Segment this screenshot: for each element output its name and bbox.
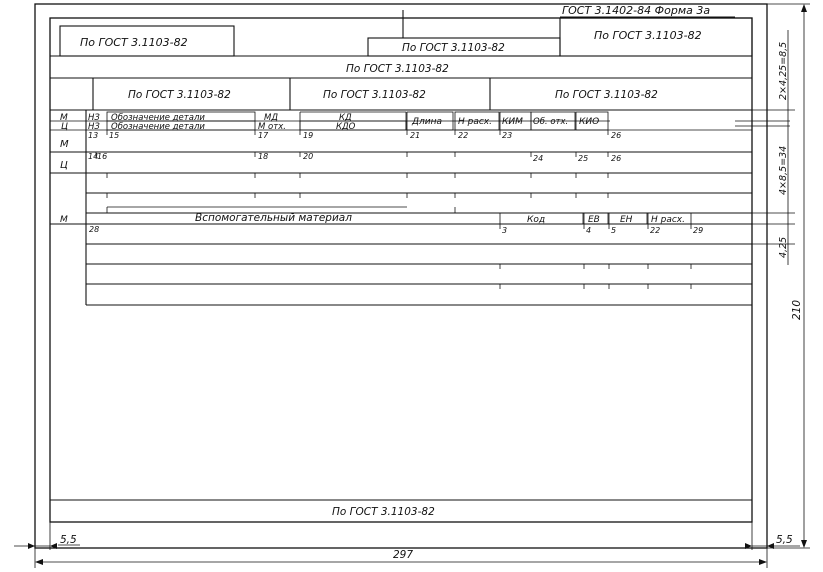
dim-rows-mid-label: 4×8,5=34 xyxy=(778,145,789,195)
aux-num-22: 22 xyxy=(650,226,661,235)
row-c-num-18: 18 xyxy=(258,152,269,161)
aux-title: Вспомогательный материал xyxy=(195,212,352,224)
dim-margin-right-label: 5,5 xyxy=(776,534,793,546)
header-m-obotx: Об. отх. xyxy=(533,117,569,127)
header-c-designation: Обозначение детали xyxy=(111,122,205,132)
header-m-kim: КИМ xyxy=(502,117,523,127)
aux-num-29: 29 xyxy=(693,226,704,235)
header-c-nz: НЗ xyxy=(88,122,100,132)
header-box-right-text: По ГОСТ 3.1103-82 xyxy=(594,29,702,42)
row-c-num-14: 14 xyxy=(88,152,99,161)
dim-rows-top-label: 2×4,25=8,5 xyxy=(778,41,789,100)
row-c-code: Ц xyxy=(60,160,68,171)
row-m-num-22: 22 xyxy=(458,131,469,140)
row-ticks xyxy=(96,130,608,198)
aux-kod: Код xyxy=(527,215,546,225)
aux-num-28: 28 xyxy=(89,225,100,234)
row-c-num-26: 26 xyxy=(611,154,622,163)
footer-text: По ГОСТ 3.1103-82 xyxy=(332,506,435,518)
dim-margin-left-label: 5,5 xyxy=(60,534,77,546)
aux-nrash: Н расх. xyxy=(651,215,685,225)
triple-box-2-text: По ГОСТ 3.1103-82 xyxy=(323,89,426,101)
dim-height-label: 210 xyxy=(791,299,803,320)
dim-width-label: 297 xyxy=(393,549,414,561)
aux-num-5: 5 xyxy=(611,226,617,235)
header-c-code: Ц xyxy=(61,122,68,132)
header-m-code: М xyxy=(60,113,68,123)
header-m-designation: Обозначение детали xyxy=(111,113,205,123)
arrow-right-icon xyxy=(759,559,767,565)
header-m-nrash: Н расх. xyxy=(458,117,492,127)
header-m-kio: КИО xyxy=(579,117,600,127)
aux-num-3: 3 xyxy=(502,226,508,235)
row-m-num-19: 19 xyxy=(303,131,314,140)
triple-box-1-text: По ГОСТ 3.1103-82 xyxy=(128,89,231,101)
aux-ticks xyxy=(500,224,691,289)
header-m-nz: НЗ xyxy=(88,113,100,123)
arrow-up-icon xyxy=(801,4,807,12)
row-m-num-23: 23 xyxy=(502,131,513,140)
row-c-num-25: 25 xyxy=(578,154,589,163)
arrow-margin-left-icon xyxy=(28,543,35,549)
row-m-num-15: 15 xyxy=(109,131,120,140)
arrow-down-icon xyxy=(801,540,807,548)
header-m-md: МД xyxy=(264,113,278,123)
aux-en: ЕН xyxy=(620,215,633,225)
aux-num-4: 4 xyxy=(586,226,592,235)
header-c-kdo: КДО xyxy=(336,122,356,132)
header-box-center-text: По ГОСТ 3.1103-82 xyxy=(402,42,505,54)
row-m-num-21: 21 xyxy=(410,131,421,140)
aux-ev: ЕВ xyxy=(588,215,600,225)
dim-row-aux-label: 4,25 xyxy=(778,236,789,258)
header-c-motx: М отх. xyxy=(258,122,286,132)
strip-text: По ГОСТ 3.1103-82 xyxy=(346,63,449,75)
row-m-num-26: 26 xyxy=(611,131,622,140)
row-c-num-24: 24 xyxy=(533,154,544,163)
header-m-length: Длина xyxy=(412,117,443,127)
triple-box-3-text: По ГОСТ 3.1103-82 xyxy=(555,89,658,101)
row-m-code: М xyxy=(60,139,69,150)
aux-code: М xyxy=(60,215,68,225)
form-title: ГОСТ 3.1402-84 Форма 3а xyxy=(562,4,711,17)
header-m-kd: КД xyxy=(339,113,352,123)
row-c-num-16: 16 xyxy=(97,152,108,161)
arrow-left-icon xyxy=(35,559,43,565)
header-box-left-text: По ГОСТ 3.1103-82 xyxy=(80,36,188,49)
row-m-num-17: 17 xyxy=(258,131,269,140)
row-m-num-13: 13 xyxy=(88,131,99,140)
row-c-num-20: 20 xyxy=(303,152,314,161)
outer-frame xyxy=(35,4,767,548)
